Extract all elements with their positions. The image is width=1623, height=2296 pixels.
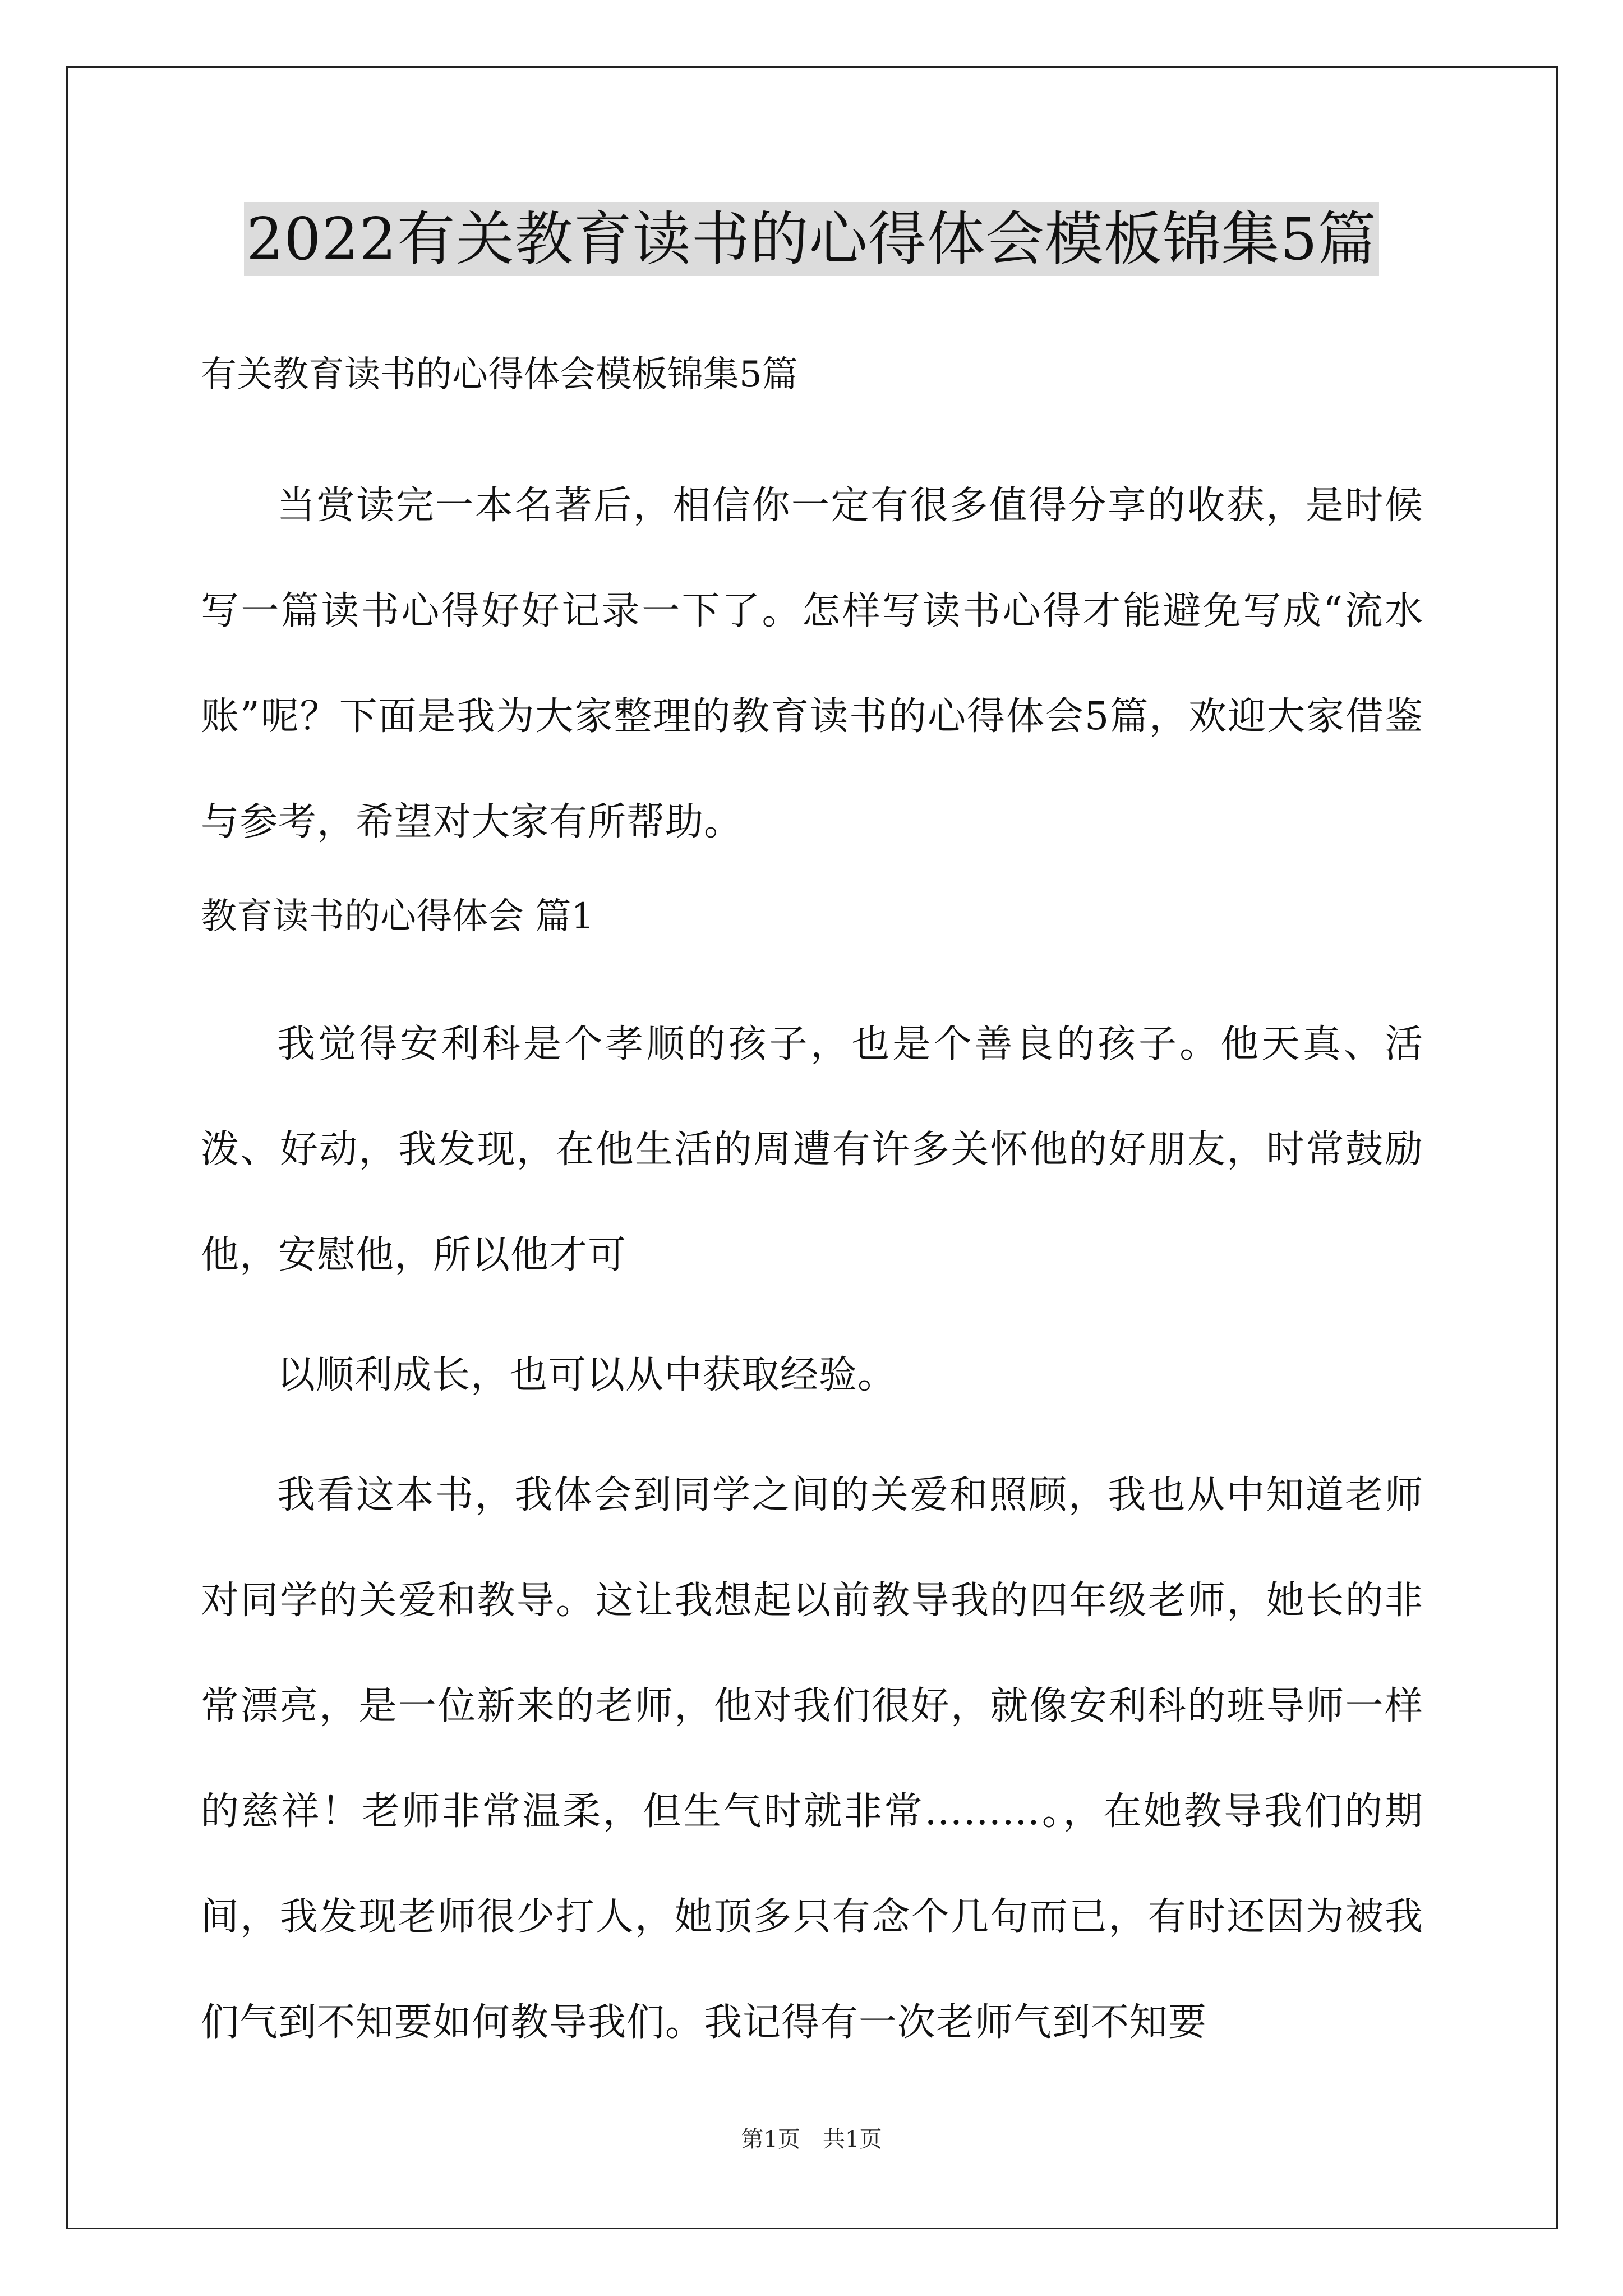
title-container	[0, 202, 1623, 276]
body-paragraph-2: 以顺利成长，也可以从中获取经验。	[277, 1353, 897, 1397]
body-paragraph-3: 我看这本书，我体会到同学之间的关爱和照顾，我也从中知道老师对同学的关爱和教导。这让我想起以前教导我的四年级老师，她长的非常漂亮，是一位新来的老师，他对我们很好，就像安利科的班导师一样的慈祥！老师非常温柔，但生气时就非常………。，在她教导我们的期间，我发现老师很少打人，她顶多只有念个几句而已，有时还因为被我们气到不知要如何教导我们。我记得有一次老师气到不知要	[201, 1473, 1423, 2045]
section-heading: 教育读书的心得体会 篇1	[201, 896, 594, 937]
document-body	[201, 348, 1423, 2090]
intro-paragraph: 当赏读完一本名著后，相信你一定有很多值得分享的收获，是时候写一篇读书心得好好记录一下了。怎样写读书心得才能避免写成“流水账”呢？下面是我为大家整理的教育读书的心得体会5篇，欢迎大家借鉴与参考，希望对大家有所帮助。	[201, 484, 1423, 844]
body-paragraph-1: 我觉得安利科是个孝顺的孩子，也是个善良的孩子。他天真、活泼、好动，我发现，在他生活的周遭有许多关怀他的好朋友，时常鼓励他，安慰他，所以他才可	[201, 1022, 1423, 1277]
page-footer: 第1页 共1页	[741, 2127, 882, 2152]
document-subtitle: 有关教育读书的心得体会模板锦集5篇	[201, 354, 798, 395]
document-title: 2022有关教育读书的心得体会模板锦集5篇	[244, 202, 1379, 276]
